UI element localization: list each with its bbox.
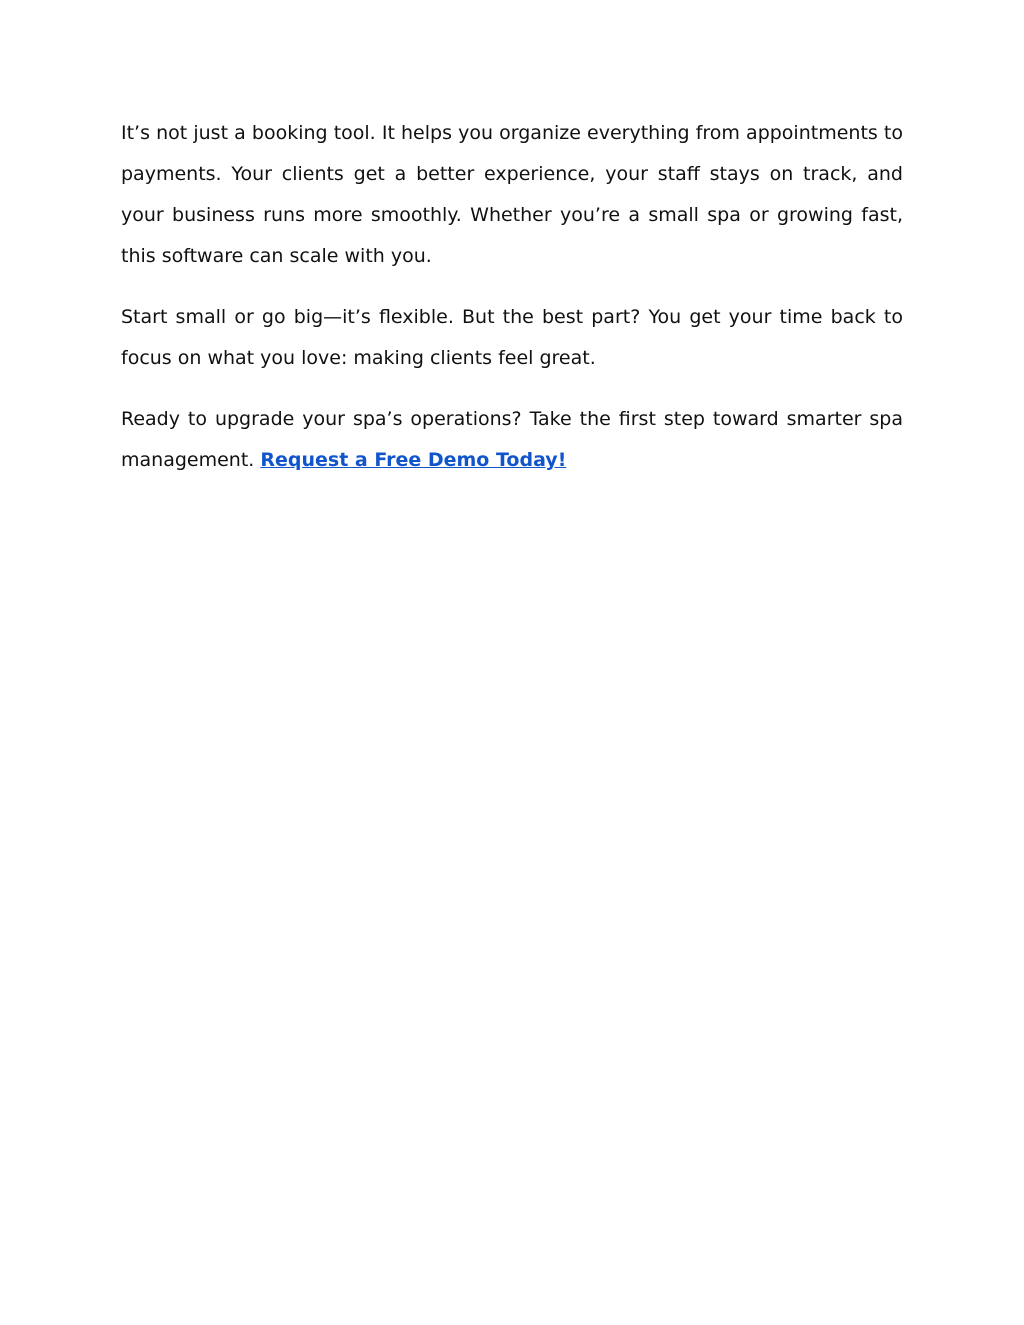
paragraph-closing [121,399,903,481]
request-demo-link[interactable]: Request a Free Demo Today! [260,449,567,471]
closing-text: Ready to upgrade your spa’s operations? Take the first step toward smarter spa management. [121,408,903,471]
paragraph-intro: It’s not just a booking tool. It helps you organize everything from appointments to payments. Your clients get a better experience, your staff stays on track, and your business runs more smoothly. Whether you’re a small spa or growing fast, this software can scale with you. [121,122,903,267]
paragraph-flexibility: Start small or go big—it’s flexible. But the best part? You get your time back to focus on what you love: making clients feel great. [121,306,903,369]
document-body [121,113,903,501]
